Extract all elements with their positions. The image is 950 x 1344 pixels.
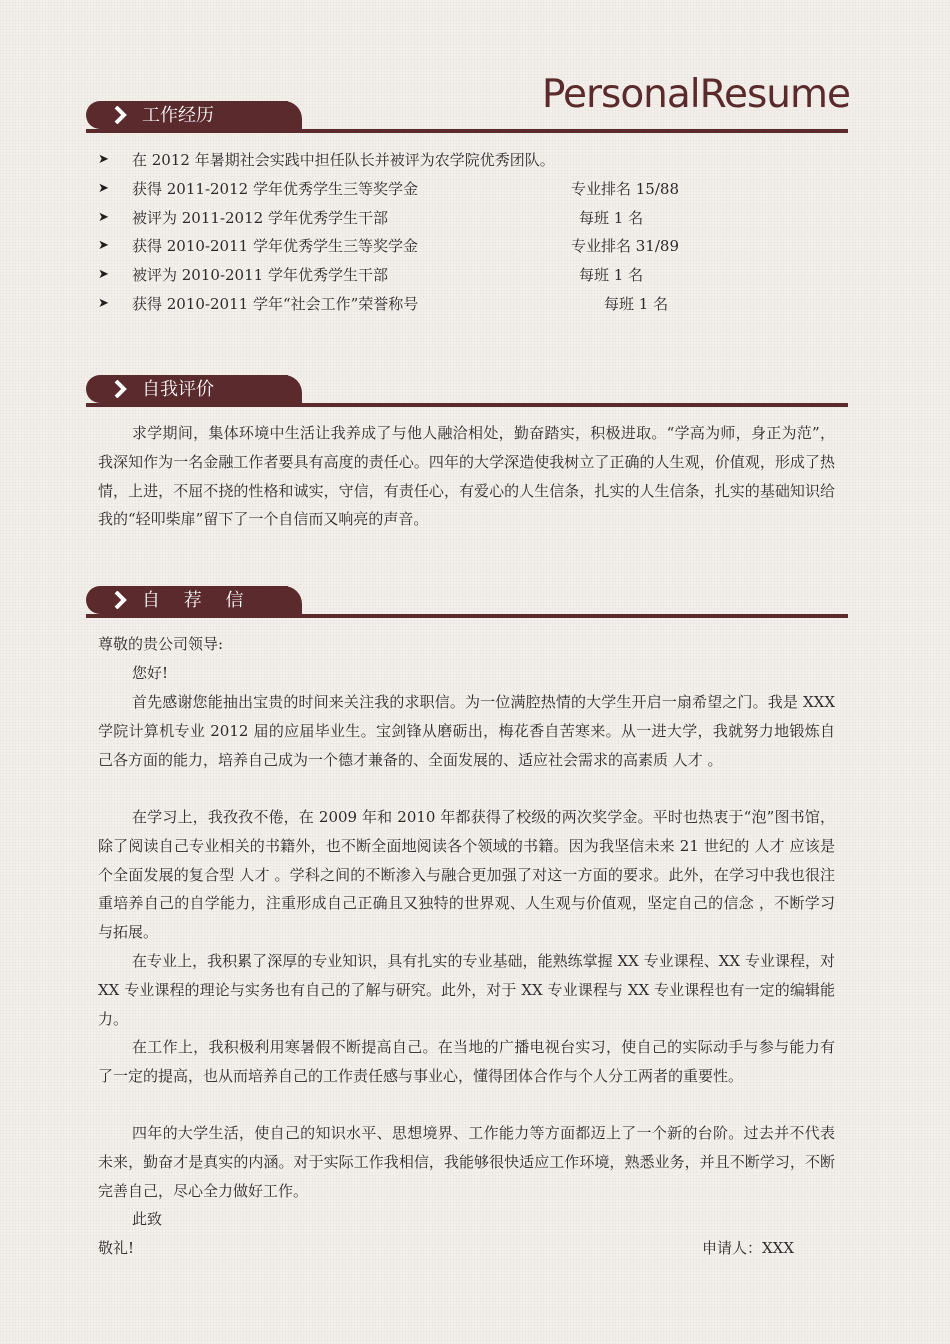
letter-paragraph: 四年的大学生活，使自己的知识水平、思想境界、工作能力等方面都迈上了一个新的台阶。过去并不代表未来，勤奋才是真实的内涵。对于实际工作我相信，我能够很快适应工作环境，熟悉业务，并且不断学习，不断完善自己，尽心全力做好工作。 xyxy=(98,1124,835,1200)
chevron-right-icon xyxy=(112,591,130,609)
list-item xyxy=(98,146,798,175)
section-title: 自 荐 信 xyxy=(142,590,253,611)
award-note: 每班 1 名 xyxy=(579,208,644,227)
arrow-bullet-icon: ➤ xyxy=(98,295,109,311)
award-text: 被评为 2011-2012 学年优秀学生干部 xyxy=(132,208,388,227)
arrow-bullet-icon: ➤ xyxy=(98,209,109,225)
arrow-bullet-icon: ➤ xyxy=(98,180,109,196)
award-text: 被评为 2010-2011 学年优秀学生干部 xyxy=(132,266,388,285)
arrow-bullet-icon: ➤ xyxy=(98,267,109,283)
award-note: 每班 1 名 xyxy=(579,266,644,285)
award-note: 专业排名 15/88 xyxy=(571,179,679,198)
award-list xyxy=(98,146,798,319)
award-text: 获得 2010-2011 学年“社会工作”荣誉称号 xyxy=(132,294,419,313)
list-item xyxy=(98,204,798,233)
chevron-right-icon xyxy=(112,380,130,398)
section-title: 工作经历 xyxy=(142,105,214,126)
list-item xyxy=(98,232,798,261)
award-text: 获得 2011-2012 学年优秀学生三等奖学金 xyxy=(132,179,418,198)
section-header-work xyxy=(86,101,848,135)
letter-paragraph: 在学习上，我孜孜不倦，在 2009 年和 2010 年都获得了校级的两次奖学金。平时也热衷于“泡”图书馆，除了阅读自己专业相关的书籍外，也不断全面地阅读各个领域的书籍。因为我坚信未来 21 世纪的 人才 应该是个全面发展的复合型 人才 。学科之间的不断渗入与融合更加强了对这一方面的要求。此外，在学习中我也很注重培养自己的自学能力，注重形成自己正确且又独特的世界观、人生观与价值观，坚定自己的信念 ，不断学习与拓展。 xyxy=(98,808,835,942)
section-title: 自我评价 xyxy=(142,379,214,400)
letter-salutation: 尊敬的贵公司领导: xyxy=(98,635,224,653)
self-evaluation-text: 求学期间，集体环境中生活让我养成了与他人融洽相处，勤奋踏实，积极进取。“学高为师，身正为范”，我深知作为一名金融工作者要具有高度的责任心。四年的大学深造使我树立了正确的人生观，价值观，形成了热情，上进，不屈不挠的性格和诚实，守信，有责任心，有爱心的人生信条，扎实的人生信条，扎实的基础知识给我的“轻叩柴扉”留下了一个自信而又响亮的声音。 xyxy=(98,424,835,529)
letter-paragraph: 首先感谢您能抽出宝贵的时间来关注我的求职信。为一位满腔热情的大学生开启一扇希望之门。我是 XXX 学院计算机专业 2012 届的应届毕业生。宝剑锋从磨砺出，梅花香自苦寒来。从一进大学，我就努力地锻炼自己各方面的能力，培养自己成为一个德才兼备的、全面发展的、适应社会需求的高素质 人才 。 xyxy=(98,693,835,769)
chevron-right-icon xyxy=(112,106,130,124)
letter-regards: 敬礼! xyxy=(98,1239,135,1257)
section-header-cover-letter xyxy=(86,586,848,620)
section-header-self-evaluation xyxy=(86,375,848,409)
letter-signature: 申请人：XXX xyxy=(702,1239,795,1257)
brand-title: PersonalResume xyxy=(541,72,850,117)
list-item xyxy=(98,175,798,204)
arrow-bullet-icon: ➤ xyxy=(98,152,109,167)
letter-closing: 此致 xyxy=(132,1210,163,1228)
letter-greeting: 您好! xyxy=(132,664,169,682)
list-item xyxy=(98,290,798,319)
award-note: 专业排名 31/89 xyxy=(571,237,679,256)
arrow-bullet-icon: ➤ xyxy=(98,238,109,254)
list-item xyxy=(98,261,798,290)
award-text: 获得 2010-2011 学年优秀学生三等奖学金 xyxy=(132,237,418,256)
letter-paragraph: 在工作上，我积极利用寒暑假不断提高自己。在当地的广播电视台实习，使自己的实际动手与参与能力有了一定的提高，也从而培养自己的工作责任感与事业心，懂得团体合作与个人分工两者的重要性。 xyxy=(98,1038,835,1085)
award-text: 在 2012 年暑期社会实践中担任队长并被评为农学院优秀团队。 xyxy=(132,151,555,169)
award-note: 每班 1 名 xyxy=(604,294,669,313)
letter-paragraph: 在专业上，我积累了深厚的专业知识，具有扎实的专业基础，能熟练掌握 XX 专业课程、XX 专业课程，对 XX 专业课程的理论与实务也有自己的了解与研究。此外，对于 XX 专业课程与 XX 专业课程也有一定的编辑能力。 xyxy=(98,952,835,1028)
